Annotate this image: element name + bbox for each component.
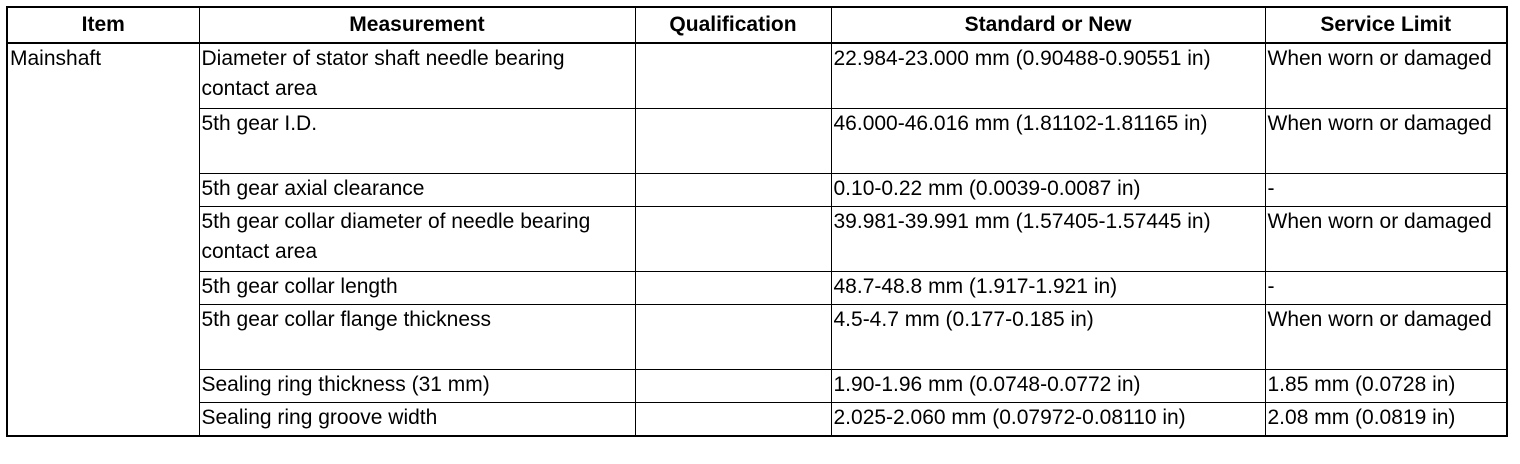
header-item: Item (7, 7, 199, 43)
standard-cell: 4.5-4.7 mm (0.177-0.185 in) (831, 305, 1265, 370)
measurement-cell: Diameter of stator shaft needle bearing contact area (199, 43, 635, 109)
standard-cell: 2.025-2.060 mm (0.07972-0.08110 in) (831, 403, 1265, 437)
table-row (7, 403, 1507, 437)
qualification-cell (635, 370, 831, 403)
standard-cell: 48.7-48.8 mm (1.917-1.921 in) (831, 272, 1265, 305)
qualification-cell (635, 43, 831, 109)
service-limit-cell: - (1265, 272, 1507, 305)
table-row (7, 174, 1507, 207)
service-limit-cell: 1.85 mm (0.0728 in) (1265, 370, 1507, 403)
qualification-cell (635, 174, 831, 207)
measurement-cell: 5th gear collar length (199, 272, 635, 305)
standard-cell: 0.10-0.22 mm (0.0039-0.0087 in) (831, 174, 1265, 207)
header-measurement: Measurement (199, 7, 635, 43)
header-qualification: Qualification (635, 7, 831, 43)
measurement-cell: 5th gear collar diameter of needle bearing contact area (199, 207, 635, 272)
table-row (7, 305, 1507, 370)
measurement-cell: Sealing ring thickness (31 mm) (199, 370, 635, 403)
service-limit-cell: - (1265, 174, 1507, 207)
measurement-cell: 5th gear axial clearance (199, 174, 635, 207)
service-limit-cell: When worn or damaged (1265, 43, 1507, 109)
qualification-cell (635, 403, 831, 437)
service-limit-cell: When worn or damaged (1265, 305, 1507, 370)
item-cell: Mainshaft (7, 43, 199, 436)
qualification-cell (635, 272, 831, 305)
service-limit-cell: When worn or damaged (1265, 109, 1507, 174)
standard-cell: 1.90-1.96 mm (0.0748-0.0772 in) (831, 370, 1265, 403)
qualification-cell (635, 109, 831, 174)
measurement-cell: Sealing ring groove width (199, 403, 635, 437)
standard-cell: 39.981-39.991 mm (1.57405-1.57445 in) (831, 207, 1265, 272)
measurement-cell: 5th gear I.D. (199, 109, 635, 174)
header-standard: Standard or New (831, 7, 1265, 43)
service-limit-cell: When worn or damaged (1265, 207, 1507, 272)
measurement-cell: 5th gear collar flange thickness (199, 305, 635, 370)
qualification-cell (635, 207, 831, 272)
table-row (7, 43, 1507, 109)
table-row (7, 272, 1507, 305)
table-row (7, 370, 1507, 403)
table-row (7, 109, 1507, 174)
header-row (7, 7, 1507, 43)
standard-cell: 46.000-46.016 mm (1.81102-1.81165 in) (831, 109, 1265, 174)
standard-cell: 22.984-23.000 mm (0.90488-0.90551 in) (831, 43, 1265, 109)
table-row (7, 207, 1507, 272)
qualification-cell (635, 305, 831, 370)
spec-table (6, 6, 1508, 437)
service-limit-cell: 2.08 mm (0.0819 in) (1265, 403, 1507, 437)
header-service-limit: Service Limit (1265, 7, 1507, 43)
